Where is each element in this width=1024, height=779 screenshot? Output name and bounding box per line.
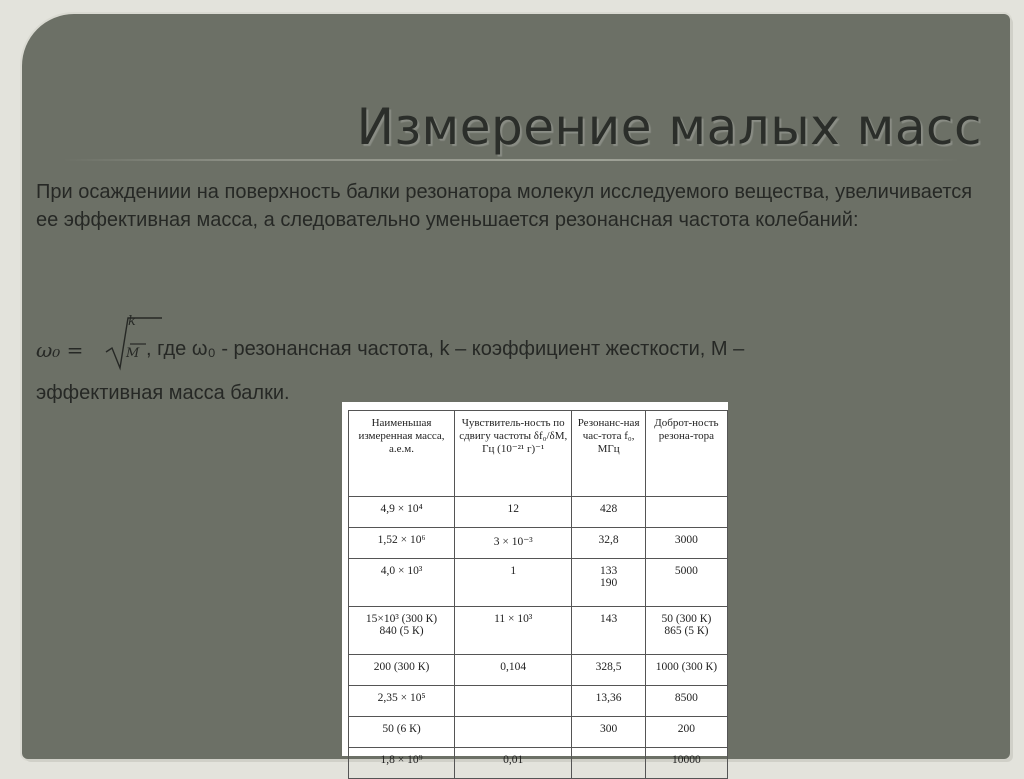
cell-sensitivity — [455, 717, 572, 748]
cell-quality: 200 — [645, 717, 727, 748]
table-row — [349, 686, 728, 717]
paragraph-mass: эффективная масса балки. — [36, 382, 290, 404]
table-row — [349, 528, 728, 559]
cell-sensitivity: 11 × 10³ — [455, 607, 572, 655]
cell-frequency: 300 — [572, 717, 645, 748]
paragraph-intro: При осаждениии на поверхность балки резонатора молекул исследуемого вещества, увеличивается ее эффективная масса, а следовательно уменьшается резонансная частота колебаний: — [36, 181, 973, 231]
header-sensitivity: Чувствитель-ность по сдвигу частоты δf₀/δM, Гц (10⁻²¹ г)⁻¹ — [455, 411, 572, 497]
cell-mass: 50 (6 К) — [349, 717, 455, 748]
cell-sensitivity: 3 × 10⁻³ — [455, 528, 572, 559]
table-row — [349, 559, 728, 607]
table-header-row — [349, 411, 728, 497]
formula-line — [36, 312, 976, 372]
cell-frequency: 133 190 — [572, 559, 645, 607]
cell-mass: 1,8 × 10⁹ — [349, 748, 455, 779]
table-row — [349, 607, 728, 655]
formula-numerator: k — [128, 314, 136, 329]
formula-description: , где ω₀ - резонансная частота, k – коэффициент жесткости, M – — [146, 338, 745, 360]
header-quality: Доброт-ность резона-тора — [645, 411, 727, 497]
data-table-image — [342, 402, 728, 766]
cell-mass: 4,9 × 10⁴ — [349, 497, 455, 528]
cell-mass: 4,0 × 10³ — [349, 559, 455, 607]
table-row — [349, 717, 728, 748]
resonator-table — [348, 410, 728, 779]
cell-sensitivity: 12 — [455, 497, 572, 528]
cell-sensitivity: 0,01 — [455, 748, 572, 779]
header-frequency: Резонанс-ная час-тота f₀, МГц — [572, 411, 645, 497]
cell-quality: 1000 (300 К) — [645, 655, 727, 686]
cell-frequency — [572, 748, 645, 779]
cell-frequency: 13,36 — [572, 686, 645, 717]
cell-frequency: 143 — [572, 607, 645, 655]
cell-mass: 2,35 × 10⁵ — [349, 686, 455, 717]
cell-frequency: 428 — [572, 497, 645, 528]
cell-quality: 5000 — [645, 559, 727, 607]
table-row — [349, 497, 728, 528]
cell-sensitivity — [455, 686, 572, 717]
cell-frequency: 328,5 — [572, 655, 645, 686]
cell-mass: 200 (300 К) — [349, 655, 455, 686]
slide-title: Измерение малых масс — [356, 98, 982, 156]
cell-quality: 50 (300 К) 865 (5 К) — [645, 607, 727, 655]
formula-denominator: M — [126, 346, 140, 361]
cell-quality: 3000 — [645, 528, 727, 559]
title-divider — [62, 159, 962, 161]
slide-body — [36, 178, 976, 234]
cell-quality: 8500 — [645, 686, 727, 717]
cell-quality — [645, 497, 727, 528]
cell-sensitivity: 0,104 — [455, 655, 572, 686]
cell-frequency: 32,8 — [572, 528, 645, 559]
table-row — [349, 748, 728, 779]
slide — [22, 14, 1010, 766]
cell-mass: 15×10³ (300 К) 840 (5 К) — [349, 607, 455, 655]
header-min-mass: Наименьшая измеренная масса, а.е.м. — [349, 411, 455, 497]
formula-lhs: ω₀ = — [36, 338, 84, 362]
table-row — [349, 655, 728, 686]
cell-sensitivity: 1 — [455, 559, 572, 607]
cell-quality: 10000 — [645, 748, 727, 779]
cell-mass: 1,52 × 10⁶ — [349, 528, 455, 559]
